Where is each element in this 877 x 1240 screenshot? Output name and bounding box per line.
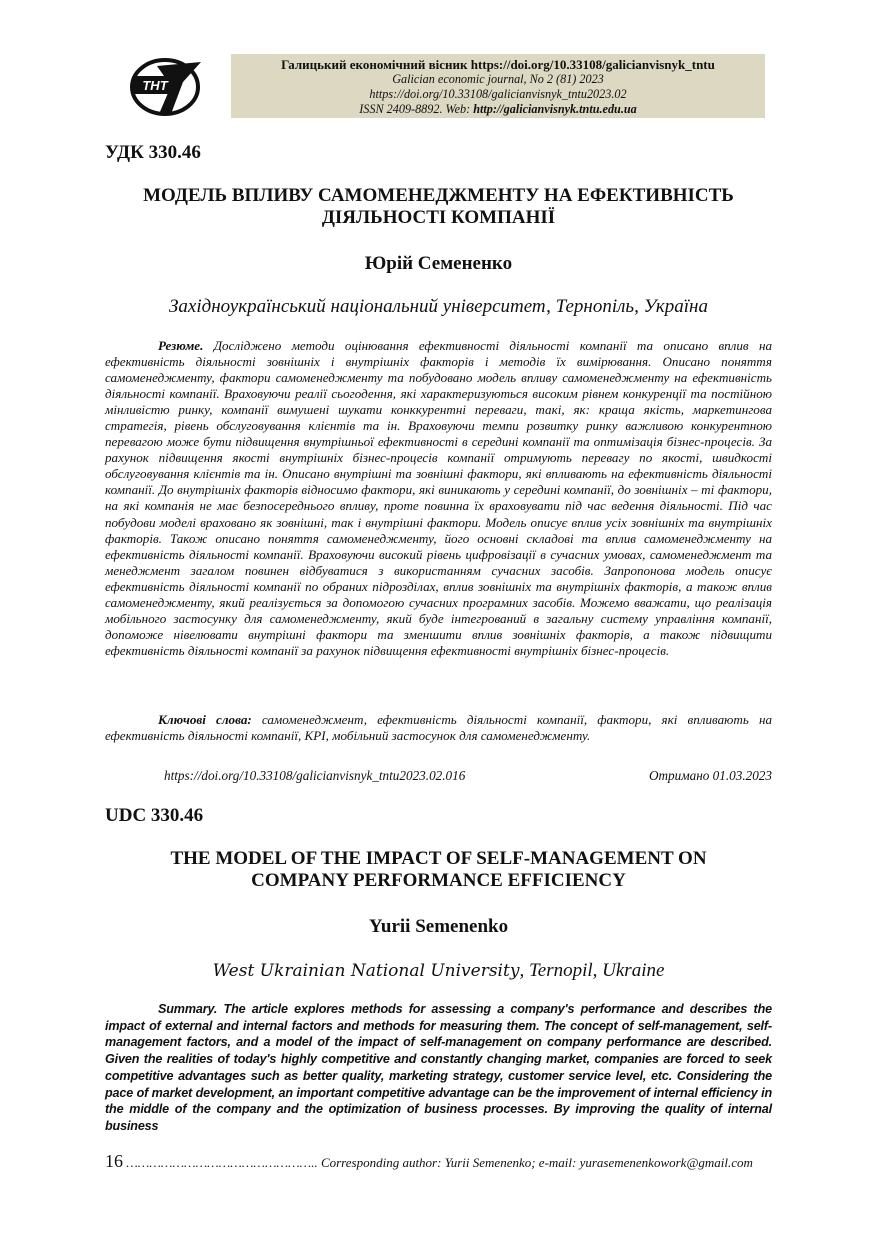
title-ua (90, 185, 787, 229)
abstract-ua-text: Досліджено методи оцінювання ефективності діяльності компанії та описано вплив на ефективність діяльності зовнішніх і внутрішніх факторів і методів їх вимірювання. Описано поняття самоменеджменту, фактори самоменеджменту та побудовано модель впливу самоменеджменту на ефективність діяльності компанії. Враховуючи реалії сьогодення, які характеризуються високим рівнем конкуренції та постійною мінливістю ринку, компанії вимушені шукати конккурентні переваги, такі, як: краща якість, маркетингова стратегія, рівень обслуговування клієнтів та ін. Враховуючи темпи розвитку ринку важливою конкурентною перевагою може бути підвищення внутрішньої ефективності в середині компанії та оптимізація бізнес-процесів. За рахунок підвищення якості внутрішніх бізнес-процесів компанії отримують перевагу по якості, швидкості обслуговування клієнтів та ін. Описано внутрішні та зовнішні фактори, які впливають на ефективність діяльності компанії. До внутрішніх факторів відносимо фактори, які виникають у середині компанії, до зовнішніх – ті фактори, на які компанія не має безпосереднього впливу, проте повинна їх враховувати під час ведення діяльності. Під час побудови моделі враховано як зовнішні, так і внутрішні фактори. Модель описує вплив усіх зовнішніх та внутрішніх факторів. Також описано поняття самоменеджменту, його основні складові та вплив самоменеджменту на ефективність діяльності компанії. Враховуючи високий рівень цифровізації в сучасних умовах, самоменеджмент та менеджмент загалом повинен відбуватися з використанням сучасних засобів. Запропонова модель описує ефективність діяльності компанії по обраних підрозділах, вплив зовнішніх та внутрішніх факторів, а також вплив самоменеджменту, який реалізується за допомогою сучасних програмних засобів. Можемо вважати, що реалізація мобільного застосунку для самоменеджменту, який буде інтегрований в загальну систему управління компанії, допоможе нівелювати внутрішні фактори та зменшити вплив зовнішніх факторів, а також підвищити ефективність діяльності компанії за рахунок підвищення ефективності внутрішніх бізнес-процесів. (105, 338, 772, 658)
header-web-link[interactable]: http://galicianvisnyk.tntu.edu.ua (473, 102, 637, 116)
summary-en-label: Summary. (158, 1002, 218, 1016)
summary-en (105, 1001, 772, 1135)
title-ua-line2: ДІЯЛЬНОСТІ КОМПАНІЇ (321, 207, 556, 228)
page-footer (105, 1151, 753, 1172)
title-en-line1: THE MODEL OF THE IMPACT OF SELF-MANAGEMENT ON (170, 848, 707, 869)
journal-header (231, 54, 765, 118)
header-issn-prefix: ISSN 2409-8892. Web: (359, 102, 474, 116)
title-ua-line1: МОДЕЛЬ ВПЛИВУ САМОМЕНЕДЖМЕНТУ НА ЕФЕКТИВНІСТЬ (143, 185, 734, 206)
header-issue-doi: https://doi.org/10.33108/galicianvisnyk_tntu2023.02 (369, 87, 627, 101)
author-ua: Юрій Семененко (364, 253, 513, 274)
journal-logo (127, 52, 205, 118)
received-date: Отримано 01.03.2023 (648, 768, 772, 783)
logo-text: ТНТ (142, 78, 168, 93)
title-en (90, 848, 787, 892)
affiliation-en-university: West Ukrainian National University (212, 961, 520, 981)
affiliation-ua: Західноукраїнський національний університет, Тернопіль, Україна (169, 296, 708, 317)
footer-corresponding-author: ………………………………………….. Corresponding author: Yurii Semenenko; e-mail: yurasemenenkowork@gmail.com (123, 1155, 753, 1170)
page-number: 16 (105, 1151, 123, 1171)
abstract-ua-label: Резюме. (158, 338, 204, 353)
header-issn (231, 102, 765, 117)
title-en-line2: COMPANY PERFORMANCE EFFICIENCY (251, 870, 626, 891)
affiliation-en (0, 960, 877, 982)
keywords-ua (105, 712, 772, 744)
article-doi[interactable]: https://doi.org/10.33108/galicianvisnyk_tntu2023.02.016 (164, 768, 466, 783)
header-journal-title: Галицький економічний вісник https://doi.org/10.33108/galicianvisnyk_tntu (281, 57, 715, 72)
header-journal-issue: Galician economic journal, No 2 (81) 2023 (392, 72, 604, 86)
summary-en-text: The article explores methods for assessing a company's performance and describes the impact of external and internal factors and methods for measuring them. The concept of self-management, self-management factors, and a model of the impact of self-management on company performance are described. Given the realities of today's highly competitive and constantly changing market, companies are forced to seek competitive advantages such as better quality, marketing strategy, customer service level, etc. Considering the pace of market development, an important competitive advantage can be the improvement of internal efficiency in the middle of the company and the optimization of business processes. By improving the quality of internal business (105, 1002, 772, 1133)
keywords-ua-text: самоменеджмент, ефективність діяльності компанії, фактори, які впливають на ефективність діяльності компанії, KPI, мобільний застосунок для самоменеджменту. (105, 712, 772, 743)
affiliation-en-rest: , Ternopil, Ukraine (519, 960, 665, 981)
author-en: Yurii Semenenko (368, 916, 509, 937)
udc-ua: УДК 330.46 (105, 142, 201, 163)
udc-en: UDC 330.46 (105, 805, 204, 826)
abstract-ua (105, 338, 772, 659)
keywords-ua-label: Ключові слова: (158, 712, 252, 727)
